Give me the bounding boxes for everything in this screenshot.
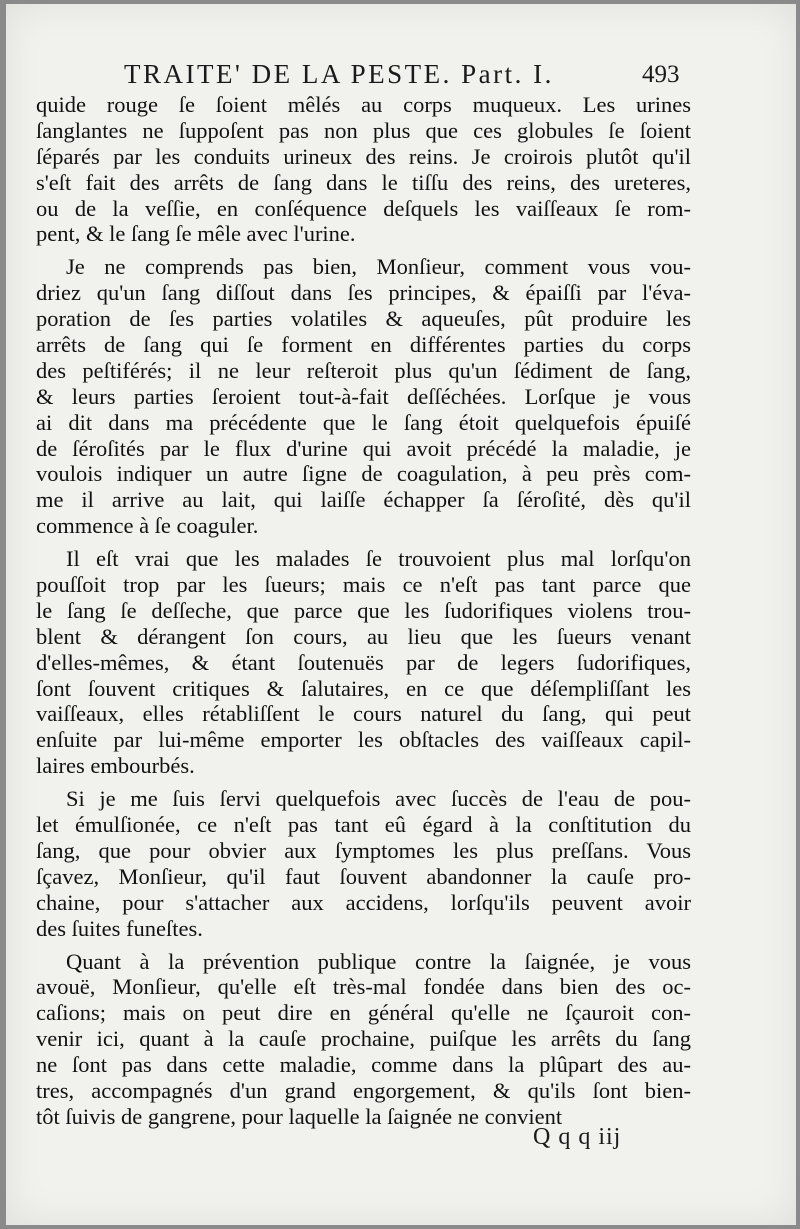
body-text: [36, 92, 691, 1130]
text-line: voulois indiquer un autre ſigne de coagulation, à peu près com-: [36, 461, 691, 487]
paragraph: [36, 546, 691, 779]
text-line: let émulſionée, ce n'eſt pas tant eû égard à la conſtitution du: [36, 812, 691, 838]
text-line: tres, accompagnés d'un grand engorgement, & qu'ils ſont bien-: [36, 1077, 691, 1103]
text-line: avouë, Monſieur, qu'elle eſt très-mal fondée dans bien des oc-: [36, 974, 691, 1000]
text-line: ſont ſouvent critiques & ſalutaires, en ce que déſempliſſant les: [36, 675, 691, 701]
text-line: Il eſt vrai que les malades ſe trouvoient plus mal lorſqu'on: [66, 546, 691, 572]
text-line: driez qu'un ſang diſſout dans ſes principes, & épaiſſi par l'éva-: [36, 280, 691, 306]
text-line: ne ſont pas dans cette maladie, comme dans la plûpart des au-: [36, 1052, 691, 1078]
text-line: me il arrive au lait, qui laiſſe échapper ſa ſéroſité, dès qu'il: [36, 487, 691, 513]
text-line: d'elles-mêmes, & étant ſoutenuës par de legers ſudorifiques,: [36, 649, 691, 675]
text-line: des ſuites funeſtes.: [36, 915, 203, 941]
text-line: caſions; mais on peut dire en général qu'elle ne ſçauroit con-: [36, 1000, 691, 1026]
text-line: ou de la veſſie, en conſéquence deſquels les vaiſſeaux ſe rom-: [36, 195, 691, 221]
text-line: ſanglantes ne ſuppoſent pas non plus que ces globules ſe ſoient: [36, 117, 691, 143]
text-line: tôt ſuivis de gangrene, pour laquelle la ſaignée ne convient: [36, 1103, 563, 1129]
text-line: ſçavez, Monſieur, qu'il faut ſouvent abandonner la cauſe pro-: [36, 863, 691, 889]
text-line: quide rouge ſe ſoient mêlés au corps muqueux. Les urines: [36, 92, 691, 117]
text-line: s'eſt fait des arrêts de ſang dans le tiſſu des reins, des ureteres,: [36, 169, 691, 195]
paragraph: [36, 92, 691, 247]
text-line: Si je me ſuis ſervi quelquefois avec ſuccès de l'eau de pou-: [66, 786, 691, 812]
text-line: de ſéroſités par le flux d'urine qui avoit précédé la maladie, je: [36, 435, 691, 461]
text-line: pouſſoit trop par les ſueurs; mais ce n'eſt pas tant parce que: [36, 572, 691, 598]
text-line: Je ne comprends pas bien, Monſieur, comment vous vou-: [66, 254, 691, 280]
text-line: Quant à la prévention publique contre la ſaignée, je vous: [66, 948, 691, 974]
book-page: [6, 4, 796, 1225]
text-line: vaiſſeaux, elles rétabliſſent le cours naturel du ſang, qui peut: [36, 701, 691, 727]
text-line: & leurs parties ſeroient tout-à-fait deſſéchées. Lorſque je vous: [36, 383, 691, 409]
text-line: ſang, que pour obvier aux ſymptomes les plus preſſans. Vous: [36, 837, 691, 863]
text-line: chaine, pour s'attacher aux accidens, lorſqu'ils peuvent avoir: [36, 889, 691, 915]
text-line: ai dit dans ma précédente que le ſang étoit quelquefois épuiſé: [36, 409, 691, 435]
text-line: venir ici, quant à la cauſe prochaine, puiſque les arrêts du ſang: [36, 1026, 691, 1052]
page-header: [6, 59, 796, 95]
text-line: arrêts de ſang qui ſe forment en différentes parties du corps: [36, 332, 691, 358]
paragraph: [36, 786, 691, 941]
text-line: commence à ſe coaguler.: [36, 513, 259, 539]
paragraph: [36, 949, 691, 1130]
text-line: enſuite par lui-même emporter les obſtacles des vaiſſeaux capil-: [36, 727, 691, 753]
running-title: TRAITE' DE LA PESTE. Part. I.: [124, 59, 554, 89]
text-line: ſéparés par les conduits urineux des reins. Je croirois plutôt qu'il: [36, 143, 691, 169]
paragraph: [36, 254, 691, 539]
text-line: des peſtiférés; il ne leur reſteroit plus qu'un ſédiment de ſang,: [36, 357, 691, 383]
text-line: le ſang ſe deſſeche, que parce que les ſudorifiques violens trou-: [36, 597, 691, 623]
text-line: blent & dérangent ſon cours, au lieu que les ſueurs venant: [36, 623, 691, 649]
text-line: laires embourbés.: [36, 753, 195, 779]
page-number: 493: [642, 61, 680, 88]
text-line: pent, & le ſang ſe mêle avec l'urine.: [36, 221, 356, 247]
text-line: poration de ſes parties volatiles & aqueuſes, pût produire les: [36, 306, 691, 332]
signature-mark: Q q q iij: [533, 1124, 622, 1150]
